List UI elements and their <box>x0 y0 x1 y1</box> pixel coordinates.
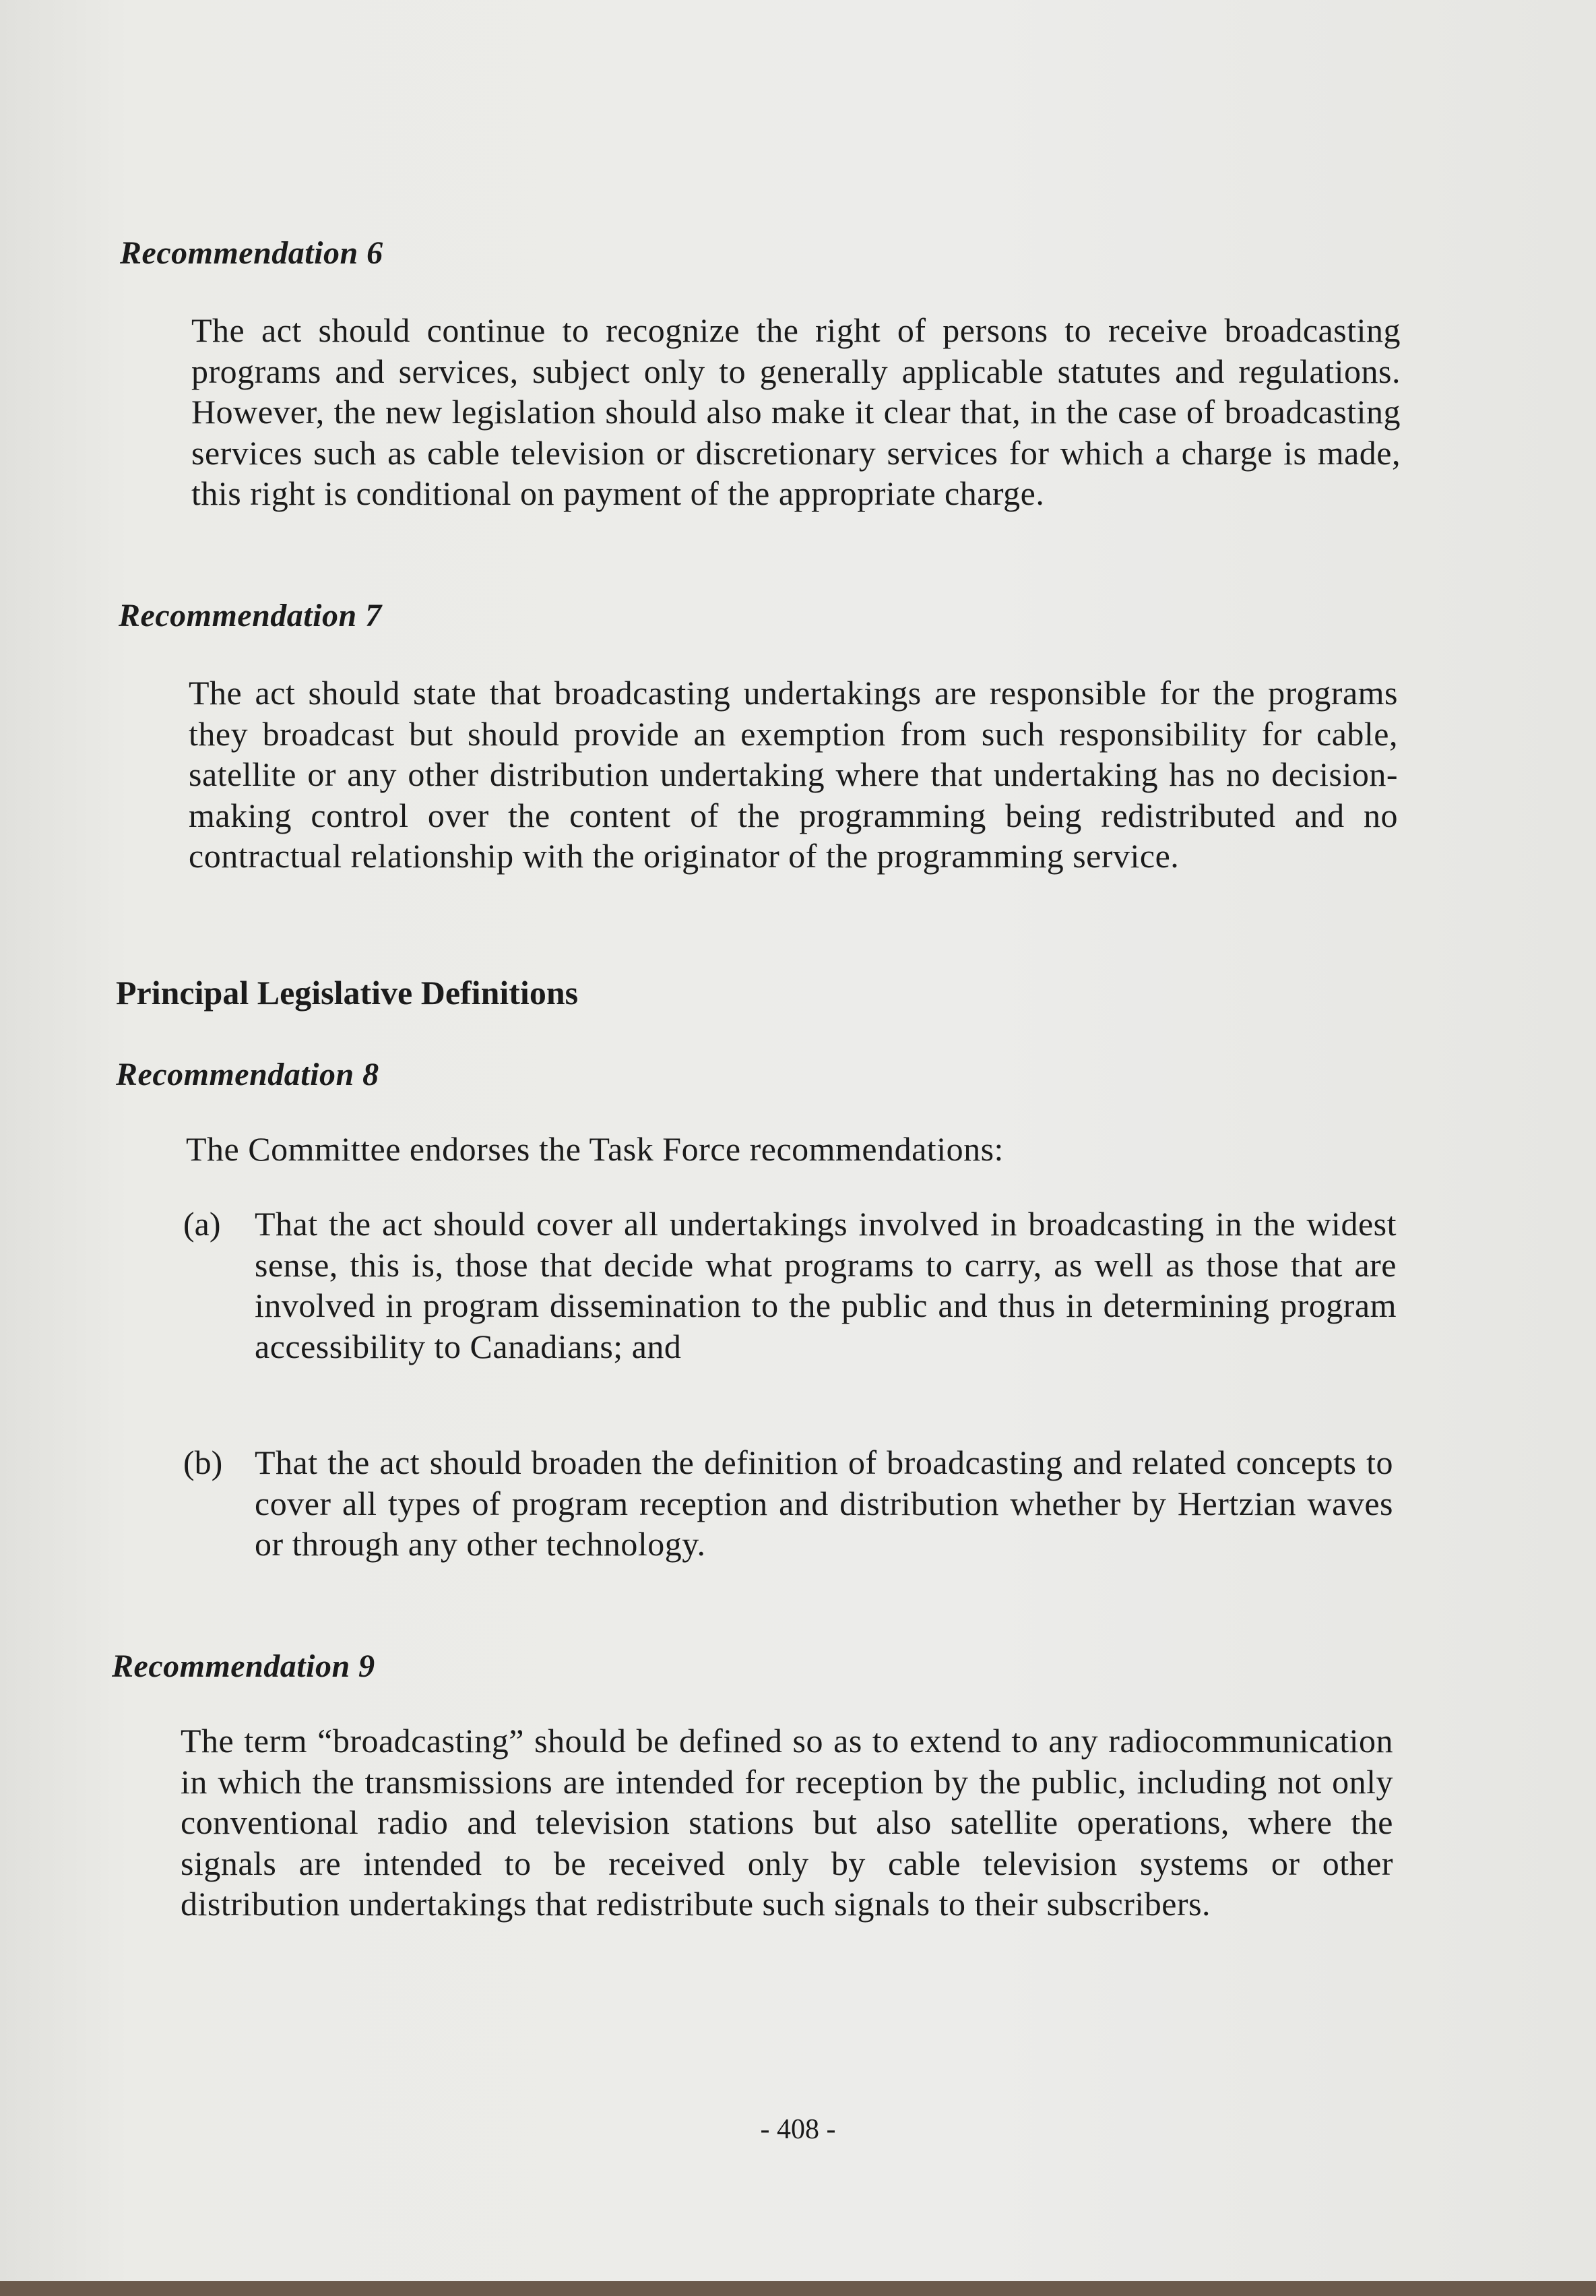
item-b-label: (b) <box>183 1444 223 1481</box>
recommendation-8-heading: Recommendation 8 <box>116 1057 379 1092</box>
item-a-label: (a) <box>183 1205 221 1243</box>
page-number: - 408 - <box>760 2114 836 2145</box>
page-bottom-edge <box>0 2281 1596 2296</box>
recommendation-7-text: The act should state that broadcasting undertakings are responsible for the programs they broadcast but should provide an exemption from such responsibility for cable, satellite or any other distribution undertaking where that undertaking has no decision-making control over the content of the programming being redistributed and no contractual relationship with the originator of the programming service. <box>189 674 1398 875</box>
recommendation-7-heading: Recommendation 7 <box>119 598 382 633</box>
item-a-text: That the act should cover all undertakings involved in broadcasting in the widest sense, this is, those that decide what programs to carry, as well as those that are involved in program dissemination to the public and thus in determining program accessibility to Canadians; and <box>255 1205 1397 1365</box>
recommendation-6-heading: Recommendation 6 <box>120 235 383 271</box>
recommendation-8-intro: The Committee endorses the Task Force recommendations: <box>186 1130 1004 1168</box>
section-title: Principal Legislative Definitions <box>116 974 579 1012</box>
recommendation-9-text: The term “broadcasting” should be defined so as to extend to any radiocommunication in which the transmissions are intended for reception by the public, including not only conventional radio and television stations but also satellite operations, where the signals are intended to be received only by cable television systems or other distribution undertakings that redistribute such signals to their subscribers. <box>181 1722 1393 1923</box>
recommendation-9-heading: Recommendation 9 <box>112 1648 375 1684</box>
recommendation-6-text: The act should continue to recognize the right of persons to receive broadcasting programs and services, subject only to generally applicable statutes and regulations. However, the new legislation should also make it clear that, in the case of broadcasting services such as cable television or discretionary services for which a charge is made, this right is conditional on payment of the appropriate charge. <box>191 311 1401 512</box>
item-b-text: That the act should broaden the definition of broadcasting and related concepts to cover all types of program reception and distribution whether by Hertzian waves or through any other technology. <box>255 1444 1393 1563</box>
